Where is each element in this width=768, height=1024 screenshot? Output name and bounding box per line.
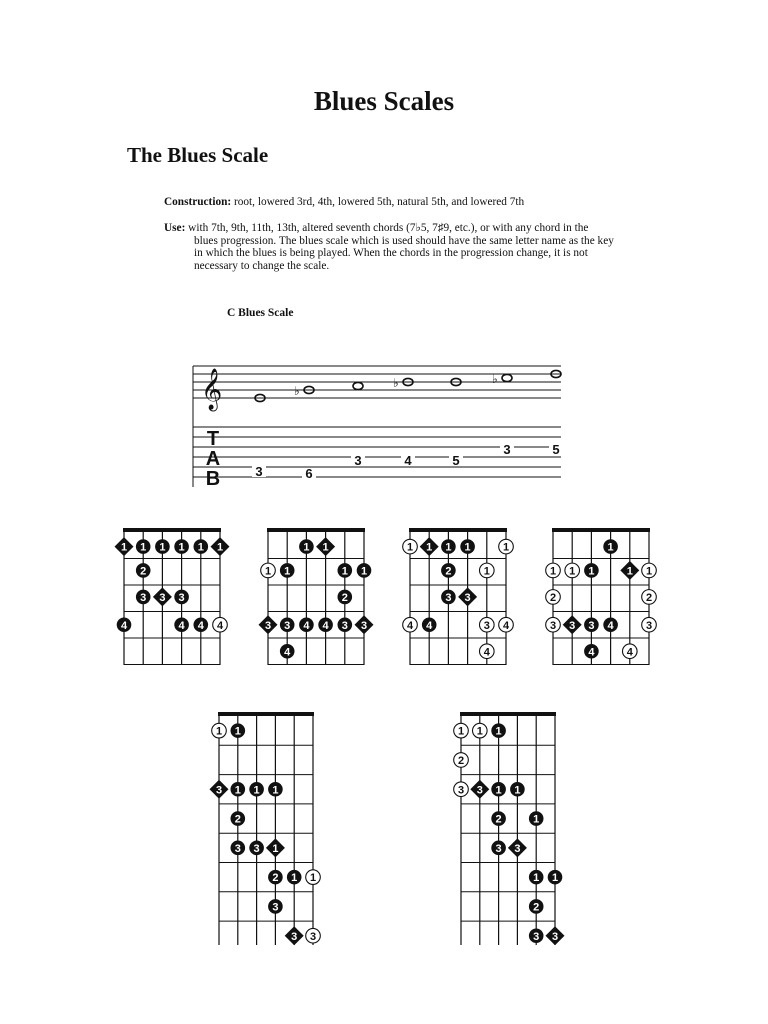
finger-marker xyxy=(499,617,514,632)
finger-marker xyxy=(480,644,495,659)
fretboard-diagram xyxy=(403,528,514,665)
finger-marker xyxy=(565,563,580,578)
finger-number: 3 xyxy=(569,619,576,632)
finger-marker xyxy=(420,537,439,556)
finger-number: 1 xyxy=(234,725,241,738)
finger-marker xyxy=(470,780,489,799)
finger-number: 4 xyxy=(120,619,128,632)
finger-marker xyxy=(306,928,321,943)
nut xyxy=(218,712,314,716)
finger-marker xyxy=(546,590,561,605)
finger-number: 1 xyxy=(426,541,433,554)
finger-number: 3 xyxy=(284,619,291,632)
finger-number: 1 xyxy=(551,872,559,885)
section-title: The Blues Scale xyxy=(127,143,269,167)
finger-marker xyxy=(355,615,374,634)
finger-number: 4 xyxy=(303,619,310,632)
finger-number: 1 xyxy=(291,872,298,885)
finger-marker xyxy=(338,590,353,605)
finger-marker xyxy=(499,539,514,554)
finger-marker xyxy=(454,753,469,768)
finger-marker xyxy=(266,838,285,857)
use-text-1: with 7th, 9th, 11th, 13th, altered seventh chords (7♭5, 7♯9, etc.), or with any chord in the xyxy=(188,222,589,234)
finger-number: 1 xyxy=(159,541,166,554)
finger-marker xyxy=(458,587,477,606)
finger-number: 3 xyxy=(645,619,653,632)
finger-marker xyxy=(259,615,278,634)
finger-number: 1 xyxy=(483,565,490,578)
nut xyxy=(552,528,650,532)
nut xyxy=(409,528,507,532)
finger-number: 1 xyxy=(569,565,576,578)
tab-number: 4 xyxy=(404,453,412,468)
finger-marker xyxy=(136,563,151,578)
finger-marker xyxy=(603,617,618,632)
finger-marker xyxy=(491,811,506,826)
finger-marker xyxy=(268,899,283,914)
finger-marker xyxy=(174,617,189,632)
construction-text: root, lowered 3rd, 4th, lowered 5th, natural 5th, and lowered 7th xyxy=(233,196,525,208)
finger-number: 1 xyxy=(309,872,317,885)
finger-marker xyxy=(529,811,544,826)
finger-marker xyxy=(155,539,170,554)
fretboard-diagram xyxy=(259,528,374,665)
finger-number: 3 xyxy=(341,619,348,632)
finger-marker xyxy=(480,563,495,578)
finger-marker xyxy=(210,780,229,799)
use-label: Use: xyxy=(164,222,186,234)
finger-number: 1 xyxy=(253,784,260,797)
flat-icon: ♭ xyxy=(294,384,300,398)
finger-marker xyxy=(546,563,561,578)
finger-number: 1 xyxy=(272,842,279,855)
finger-number: 3 xyxy=(140,591,147,604)
finger-number: 3 xyxy=(514,842,521,855)
finger-marker xyxy=(563,615,582,634)
finger-marker xyxy=(642,563,657,578)
finger-number: 1 xyxy=(626,565,633,578)
finger-marker xyxy=(115,537,134,556)
treble-clef-icon: 𝄞 xyxy=(201,369,223,410)
finger-marker xyxy=(454,723,469,738)
tab-letter-a: A xyxy=(205,448,221,470)
finger-marker xyxy=(584,563,599,578)
finger-marker xyxy=(268,782,283,797)
finger-number: 3 xyxy=(588,619,595,632)
finger-number: 3 xyxy=(483,619,490,632)
finger-number: 3 xyxy=(291,930,298,943)
finger-marker xyxy=(620,561,639,580)
finger-number: 3 xyxy=(464,591,471,604)
finger-number: 1 xyxy=(495,784,502,797)
finger-marker xyxy=(249,841,264,856)
finger-marker xyxy=(280,644,295,659)
finger-number: 3 xyxy=(360,619,368,632)
finger-number: 4 xyxy=(284,646,291,659)
flat-icon: ♭ xyxy=(492,372,498,386)
finger-marker xyxy=(299,617,314,632)
flat-icon: ♭ xyxy=(393,376,399,390)
finger-number: 1 xyxy=(234,784,241,797)
finger-number: 3 xyxy=(253,842,260,855)
finger-marker xyxy=(231,811,246,826)
finger-number: 1 xyxy=(341,565,348,578)
finger-number: 1 xyxy=(140,541,147,554)
finger-marker xyxy=(548,870,563,885)
tab-number: 6 xyxy=(305,466,313,481)
finger-marker xyxy=(441,563,456,578)
finger-marker xyxy=(249,782,264,797)
finger-number: 3 xyxy=(272,901,279,914)
finger-number: 1 xyxy=(178,541,185,554)
fretboard-diagram xyxy=(115,528,230,665)
finger-number: 4 xyxy=(406,619,414,632)
finger-number: 1 xyxy=(272,784,279,797)
finger-marker xyxy=(153,587,172,606)
finger-number: 4 xyxy=(216,619,224,632)
finger-marker xyxy=(231,723,246,738)
tab-letter-t: T xyxy=(206,428,220,450)
finger-number: 1 xyxy=(284,565,291,578)
nut xyxy=(123,528,221,532)
finger-number: 4 xyxy=(588,646,595,659)
finger-marker xyxy=(136,590,151,605)
tab-number: 3 xyxy=(255,464,263,479)
finger-number: 1 xyxy=(645,565,653,578)
tab-letter-b: B xyxy=(205,468,221,490)
finger-marker xyxy=(546,617,561,632)
use-line-2: blues progression. The blues scale which is used should have the same letter name as the key xyxy=(194,234,614,247)
finger-number: 2 xyxy=(445,565,452,578)
finger-number: 2 xyxy=(645,591,653,604)
finger-number: 4 xyxy=(322,619,329,632)
finger-marker xyxy=(584,617,599,632)
finger-marker xyxy=(460,539,475,554)
finger-marker xyxy=(285,926,304,945)
finger-marker xyxy=(508,838,527,857)
finger-marker xyxy=(546,926,565,945)
finger-marker xyxy=(642,590,657,605)
finger-marker xyxy=(268,870,283,885)
example-label: C Blues Scale xyxy=(227,307,294,319)
finger-marker xyxy=(136,539,151,554)
finger-number: 3 xyxy=(549,619,557,632)
finger-number: 3 xyxy=(215,784,223,797)
finger-marker xyxy=(454,782,469,797)
finger-number: 2 xyxy=(234,813,241,826)
finger-number: 3 xyxy=(159,591,166,604)
finger-marker xyxy=(306,870,321,885)
finger-marker xyxy=(473,723,488,738)
finger-number: 2 xyxy=(140,565,147,578)
finger-number: 1 xyxy=(464,541,471,554)
finger-number: 4 xyxy=(197,619,204,632)
finger-number: 1 xyxy=(406,541,414,554)
finger-number: 4 xyxy=(607,619,614,632)
finger-number: 1 xyxy=(120,541,128,554)
nut xyxy=(267,528,365,532)
finger-number: 1 xyxy=(197,541,204,554)
finger-marker xyxy=(174,539,189,554)
finger-marker xyxy=(280,617,295,632)
finger-number: 1 xyxy=(588,565,595,578)
use-line-4: necessary to change the scale. xyxy=(194,259,330,272)
finger-marker xyxy=(194,617,209,632)
finger-number: 1 xyxy=(457,725,465,738)
finger-marker xyxy=(338,617,353,632)
finger-number: 1 xyxy=(322,541,329,554)
finger-number: 3 xyxy=(457,784,465,797)
finger-number: 3 xyxy=(476,784,483,797)
finger-number: 3 xyxy=(309,930,317,943)
finger-number: 4 xyxy=(626,646,633,659)
finger-marker xyxy=(318,617,333,632)
fretboard-diagram xyxy=(210,712,321,945)
finger-marker xyxy=(642,617,657,632)
finger-marker xyxy=(211,537,230,556)
nut xyxy=(460,712,556,716)
tab-number: 5 xyxy=(452,453,460,468)
finger-marker xyxy=(422,617,437,632)
finger-marker xyxy=(491,723,506,738)
page-title: Blues Scales xyxy=(313,86,455,116)
finger-number: 2 xyxy=(495,813,502,826)
finger-marker xyxy=(529,899,544,914)
finger-number: 1 xyxy=(533,872,540,885)
finger-marker xyxy=(603,539,618,554)
finger-marker xyxy=(194,539,209,554)
finger-marker xyxy=(403,617,418,632)
finger-marker xyxy=(441,590,456,605)
finger-marker xyxy=(174,590,189,605)
finger-marker xyxy=(491,782,506,797)
fretboard-diagram xyxy=(454,712,565,945)
finger-number: 3 xyxy=(551,930,559,943)
finger-marker xyxy=(584,644,599,659)
finger-marker xyxy=(510,782,525,797)
finger-number: 3 xyxy=(533,930,540,943)
finger-number: 1 xyxy=(502,541,510,554)
finger-marker xyxy=(529,870,544,885)
finger-number: 2 xyxy=(533,901,540,914)
finger-marker xyxy=(441,539,456,554)
finger-marker xyxy=(231,841,246,856)
finger-number: 1 xyxy=(360,565,368,578)
finger-number: 2 xyxy=(341,591,348,604)
finger-marker xyxy=(491,841,506,856)
finger-number: 4 xyxy=(178,619,185,632)
finger-number: 3 xyxy=(264,619,272,632)
finger-number: 2 xyxy=(457,754,465,767)
finger-number: 4 xyxy=(502,619,510,632)
finger-number: 4 xyxy=(426,619,433,632)
finger-number: 1 xyxy=(514,784,521,797)
finger-marker xyxy=(231,782,246,797)
finger-marker xyxy=(480,617,495,632)
finger-marker xyxy=(117,617,132,632)
finger-number: 1 xyxy=(215,725,223,738)
finger-number: 1 xyxy=(495,725,502,738)
finger-number: 3 xyxy=(178,591,185,604)
finger-number: 1 xyxy=(445,541,452,554)
finger-marker xyxy=(623,644,638,659)
tab-number: 5 xyxy=(552,442,560,457)
tab-number: 3 xyxy=(503,442,511,457)
finger-number: 1 xyxy=(607,541,614,554)
finger-marker xyxy=(338,563,353,578)
use-line-3: in which the blues is being played. When the chords in the progression change, it is not xyxy=(194,247,588,260)
finger-number: 1 xyxy=(476,725,483,738)
finger-marker xyxy=(261,563,276,578)
finger-number: 3 xyxy=(445,591,452,604)
finger-marker xyxy=(213,617,228,632)
finger-number: 1 xyxy=(264,565,272,578)
finger-marker xyxy=(357,563,372,578)
finger-number: 1 xyxy=(533,813,540,826)
finger-number: 3 xyxy=(495,842,502,855)
finger-marker xyxy=(529,928,544,943)
finger-number: 2 xyxy=(549,591,557,604)
finger-number: 1 xyxy=(216,541,224,554)
finger-marker xyxy=(403,539,418,554)
finger-marker xyxy=(280,563,295,578)
construction-label: Construction: xyxy=(164,196,232,208)
finger-marker xyxy=(316,537,335,556)
finger-number: 3 xyxy=(234,842,241,855)
finger-marker xyxy=(212,723,227,738)
finger-marker xyxy=(287,870,302,885)
finger-number: 1 xyxy=(549,565,557,578)
fretboard-diagram xyxy=(546,528,657,665)
tab-number: 3 xyxy=(354,453,362,468)
finger-marker xyxy=(299,539,314,554)
finger-number: 2 xyxy=(272,872,279,885)
finger-number: 1 xyxy=(303,541,310,554)
finger-number: 4 xyxy=(483,646,490,659)
